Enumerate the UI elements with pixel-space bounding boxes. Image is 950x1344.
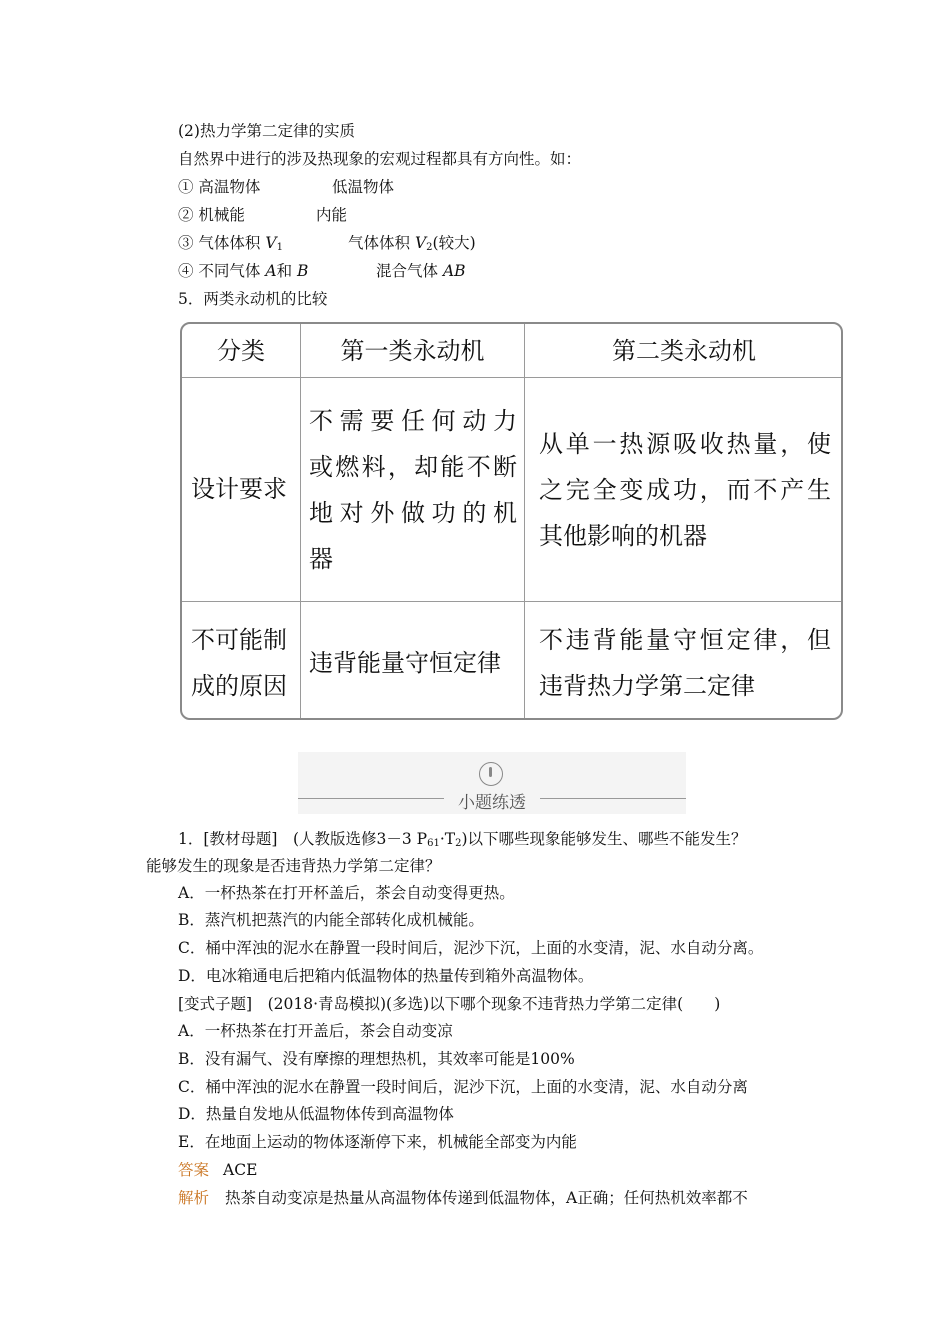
table-header-second-kind: 第二类永动机 [612, 337, 756, 365]
variant-option-d: D．热量自发地从低温物体传到高温物体 [178, 1105, 454, 1123]
process-1-from: ① 高温物体 [178, 178, 261, 196]
variant-question-stem: [变式子题] (2018·青岛模拟)(多选)以下哪个现象不违背热力学第二定律( ) [178, 995, 721, 1013]
process-3-from: ③ 气体体积 $V_1$ [178, 234, 283, 253]
variant-option-a: A．一杯热茶在打开盖后，茶会自动变凉 [178, 1022, 453, 1040]
cell-line: 地对外做功的机 [309, 499, 517, 527]
row1-first-kind-cell [309, 398, 517, 582]
cell-line: 成的原因 [191, 672, 287, 700]
answer-label: 答案 [178, 1161, 210, 1179]
table-divider [182, 377, 841, 378]
cell-line: 从单一热源吸收热量，使 [539, 430, 831, 458]
row-label-reason [191, 617, 287, 709]
lightbulb-icon [479, 762, 503, 786]
perpetual-motion-table [180, 322, 843, 720]
row1-second-kind-cell [539, 421, 831, 559]
cell-line: 器 [309, 545, 333, 573]
row-label-design-requirement: 设计要求 [191, 475, 287, 503]
table-header-category: 分类 [217, 337, 265, 365]
answer-value: ACE [223, 1161, 258, 1179]
item-5-title: 5．两类永动机的比较 [178, 290, 328, 308]
variant-option-c: C．桶中浑浊的泥水在静置一段时间后，泥沙下沉，上面的水变清，泥、水自动分离 [178, 1078, 748, 1096]
analysis-text: 热茶自动变凉是热量从高温物体传递到低温物体，A正确；任何热机效率都不 [225, 1189, 748, 1207]
row2-first-kind-cell: 违背能量守恒定律 [309, 649, 501, 677]
process-2-to: 内能 [316, 206, 348, 224]
practice-banner [298, 752, 686, 814]
table-divider [300, 324, 301, 718]
analysis-line [178, 1187, 748, 1209]
section-heading: (2)热力学第二定律的实质 [178, 122, 355, 140]
cell-line: 不可能制 [191, 626, 287, 654]
table-divider [524, 324, 525, 718]
answer-line [178, 1159, 257, 1181]
cell-line: 或燃料，却能不断 [309, 453, 517, 481]
row2-second-kind-cell [539, 617, 831, 709]
question-1-line-1: 1．[教材母题] (人教版选修3－3 $P_{61}\cdot T_2$)以下哪些现象能够发生、哪些不能发生？ [178, 830, 747, 849]
section-intro: 自然界中进行的涉及热现象的宏观过程都具有方向性。如： [178, 150, 582, 168]
question-1-option-c: C．桶中浑浊的泥水在静置一段时间后，泥沙下沉，上面的水变清，泥、水自动分离。 [178, 939, 764, 957]
question-1-option-a: A．一杯热茶在打开杯盖后，茶会自动变得更热。 [178, 884, 515, 902]
cell-line: 之完全变成功，而不产生 [539, 476, 831, 504]
table-divider [182, 601, 841, 602]
question-1-option-d: D．电冰箱通电后把箱内低温物体的热量传到箱外高温物体。 [178, 967, 594, 985]
question-1-line-2: 能够发生的现象是否违背热力学第二定律？ [146, 857, 441, 875]
process-4-to: 混合气体 AB [376, 262, 466, 280]
table-header-first-kind: 第一类永动机 [340, 337, 485, 365]
process-2-from: ② 机械能 [178, 206, 245, 224]
analysis-label: 解析 [178, 1189, 210, 1207]
cell-line: 不需要任何动力 [309, 407, 517, 435]
banner-title: 小题练透 [458, 793, 526, 813]
cell-line: 违背热力学第二定律 [539, 672, 755, 700]
variant-option-b: B．没有漏气、没有摩擦的理想热机，其效率可能是100% [178, 1050, 575, 1068]
question-1-option-b: B．蒸汽机把蒸汽的内能全部转化成机械能。 [178, 911, 484, 929]
variant-option-e: E．在地面上运动的物体逐渐停下来，机械能全部变为内能 [178, 1133, 577, 1151]
process-4-from: ④ 不同气体 A和 B [178, 262, 309, 280]
cell-line: 不违背能量守恒定律，但 [539, 626, 831, 654]
process-1-to: 低温物体 [332, 178, 395, 196]
cell-line: 其他影响的机器 [539, 522, 707, 550]
process-3-to: 气体体积 $V_2$(较大) [348, 234, 476, 253]
